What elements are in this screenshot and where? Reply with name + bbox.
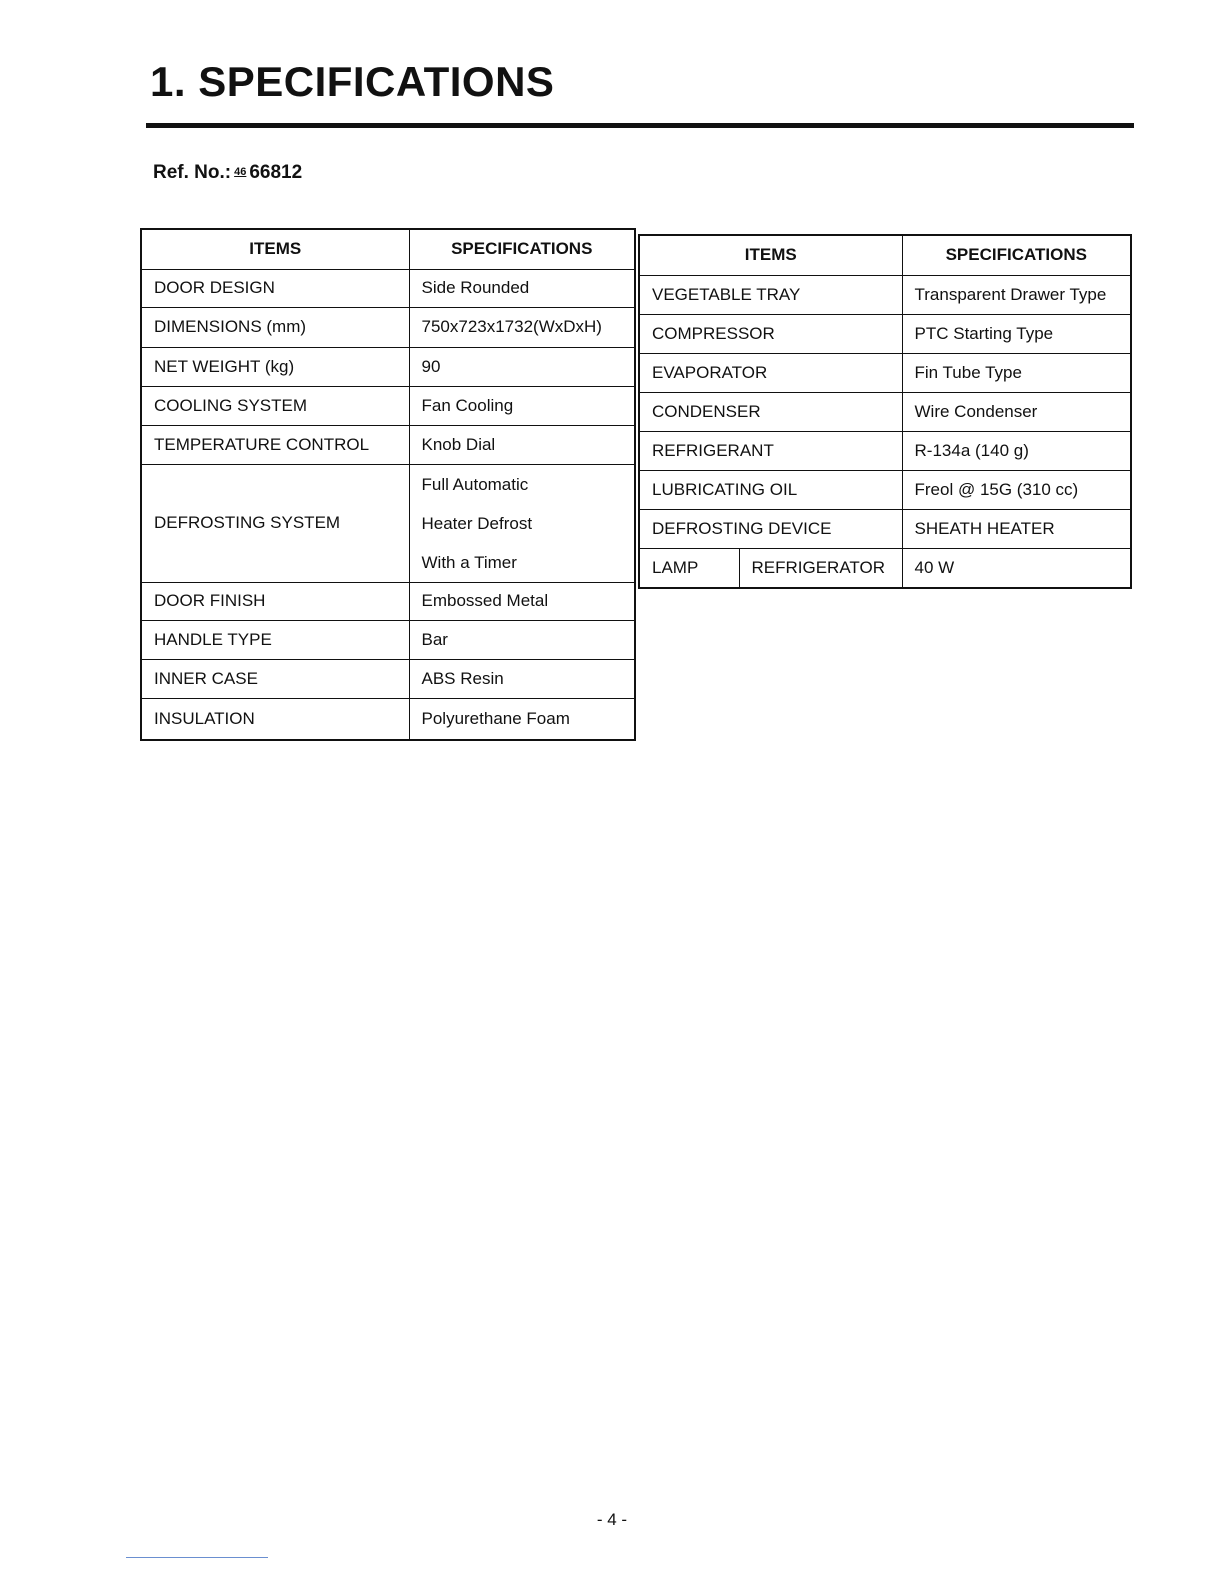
table-header-row xyxy=(639,235,1131,275)
item-cell: DEFROSTING DEVICE xyxy=(639,509,902,548)
spec-line: Heater Defrost xyxy=(421,513,533,533)
spec-line: With a Timer xyxy=(421,552,517,572)
table-row xyxy=(141,269,635,307)
column-header-items: ITEMS xyxy=(639,235,902,275)
spec-cell: Fin Tube Type xyxy=(902,353,1131,392)
table-row xyxy=(639,548,1131,588)
ref-label: Ref. No.: xyxy=(153,162,232,183)
table-row xyxy=(141,425,635,464)
item-cell: COMPRESSOR xyxy=(639,314,902,353)
spec-cell: Side Rounded xyxy=(409,269,635,307)
ref-number: 66812 xyxy=(249,162,303,183)
spec-cell: Bar xyxy=(409,620,635,659)
item-cell: INSULATION xyxy=(141,698,409,740)
table-row xyxy=(639,353,1131,392)
item-cell: DOOR FINISH xyxy=(141,582,409,620)
table-row xyxy=(141,582,635,620)
spec-cell: Wire Condenser xyxy=(902,392,1131,431)
page-title: 1. SPECIFICATIONS xyxy=(150,58,555,105)
title-rule xyxy=(146,123,1134,128)
reference-number xyxy=(153,162,302,184)
footer-divider xyxy=(126,1557,268,1558)
item-cell: NET WEIGHT (kg) xyxy=(141,347,409,386)
spec-cell: SHEATH HEATER xyxy=(902,509,1131,548)
spec-cell: Polyurethane Foam xyxy=(409,698,635,740)
table-row xyxy=(141,307,635,347)
spec-cell: 90 xyxy=(409,347,635,386)
spec-cell: PTC Starting Type xyxy=(902,314,1131,353)
table-row xyxy=(141,698,635,740)
table-row xyxy=(639,509,1131,548)
table-row xyxy=(639,392,1131,431)
spec-cell: Embossed Metal xyxy=(409,582,635,620)
item-cell: TEMPERATURE CONTROL xyxy=(141,425,409,464)
spec-cell-multiline xyxy=(409,464,635,582)
spec-cell: 750x723x1732(WxDxH) xyxy=(409,307,635,347)
item-cell: DIMENSIONS (mm) xyxy=(141,307,409,347)
table-header-row xyxy=(141,229,635,269)
page-number: - 4 - xyxy=(596,1510,628,1529)
spec-cell: Freol @ 15G (310 cc) xyxy=(902,470,1131,509)
item-cell: LUBRICATING OIL xyxy=(639,470,902,509)
table-row xyxy=(639,470,1131,509)
spec-table-right xyxy=(638,234,1132,589)
column-header-specs: SPECIFICATIONS xyxy=(902,235,1131,275)
table-row xyxy=(639,431,1131,470)
item-cell: REFRIGERANT xyxy=(639,431,902,470)
spec-table-left xyxy=(140,228,636,741)
spec-cell: Knob Dial xyxy=(409,425,635,464)
item-cell: VEGETABLE TRAY xyxy=(639,275,902,314)
column-header-specs: SPECIFICATIONS xyxy=(409,229,635,269)
table-row xyxy=(141,659,635,698)
item-cell: INNER CASE xyxy=(141,659,409,698)
item-cell: CONDENSER xyxy=(639,392,902,431)
item-cell: HANDLE TYPE xyxy=(141,620,409,659)
spec-line: Full Automatic xyxy=(421,474,529,494)
item-cell: COOLING SYSTEM xyxy=(141,386,409,425)
spec-cell: 40 W xyxy=(902,548,1131,588)
spec-cell: R-134a (140 g) xyxy=(902,431,1131,470)
table-row xyxy=(141,386,635,425)
column-header-items: ITEMS xyxy=(141,229,409,269)
ref-mark: 46 xyxy=(234,166,247,178)
item-cell: DEFROSTING SYSTEM xyxy=(141,464,409,582)
subitem-cell: REFRIGERATOR xyxy=(739,548,902,588)
spec-cell: Fan Cooling xyxy=(409,386,635,425)
table-row xyxy=(141,464,635,582)
item-cell: EVAPORATOR xyxy=(639,353,902,392)
table-row xyxy=(639,314,1131,353)
spec-cell: ABS Resin xyxy=(409,659,635,698)
table-row xyxy=(639,275,1131,314)
table-row xyxy=(141,347,635,386)
item-cell: LAMP xyxy=(639,548,739,588)
table-row xyxy=(141,620,635,659)
spec-cell: Transparent Drawer Type xyxy=(902,275,1131,314)
item-cell: DOOR DESIGN xyxy=(141,269,409,307)
